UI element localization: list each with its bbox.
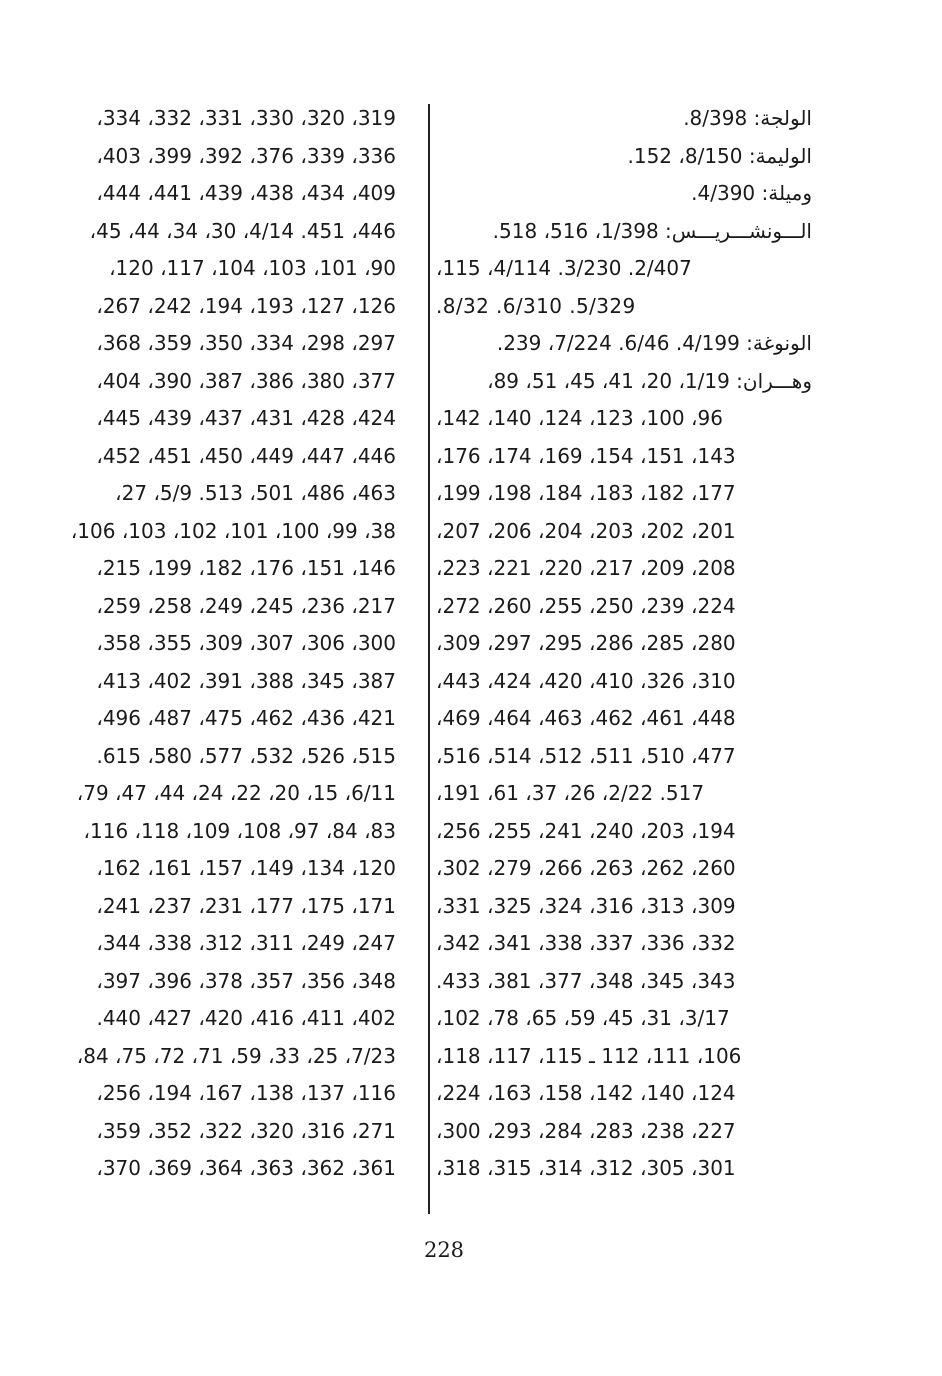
index-line: 517. 2/22، 26، 37، 61، 191، (436, 781, 705, 805)
index-line: وهـــران: 1/19، 20، 41، 45، 51، 89، (487, 368, 812, 393)
index-line: 177، 182، 183، 184، 198، 199، (436, 481, 736, 505)
index-line: 402، 411، 416، 420، 427، 440. (96, 1006, 396, 1030)
index-line: 171، 175، 177، 231، 237، 241، (96, 893, 396, 918)
index-line: 300، 306، 307، 309، 355، 358، (96, 631, 396, 655)
index-line: الـــونشـــريـــس: 1/398، 516، 518. (492, 218, 812, 243)
column-divider (428, 104, 430, 1214)
index-line: 297، 298، 334، 350، 359، 368، (96, 331, 396, 355)
right-column (436, 100, 812, 1188)
index-line: 319، 320، 330، 331، 332، 334، (96, 106, 396, 130)
index-line: 361، 362، 363، 364، 369، 370، (96, 1156, 396, 1180)
index-line: 446، 447، 449، 450، 451، 452، (96, 443, 396, 468)
index-line: 6/11، 15، 20، 22، 24، 44، 47، 79، (76, 781, 396, 805)
index-line: 5/329. 6/310. 8/32. (436, 293, 636, 318)
index-line: 208، 209، 217، 220، 221، 223، (436, 556, 736, 580)
index-line: 260، 262، 263، 266، 279، 302، (436, 856, 736, 880)
index-line: 96، 100، 123، 124، 140، 142، (436, 406, 723, 430)
index-line: 201، 202، 203، 204، 206، 207، (436, 518, 736, 543)
index-line: 377، 380، 386، 387، 390، 404، (96, 368, 396, 393)
index-line: 463، 486، 501، 513. 5/9، 27، (115, 481, 396, 505)
index-line: 38، 99، 100، 101، 102، 103، 106، (70, 518, 396, 543)
index-line: 143، 151، 154، 169، 174، 176، (436, 443, 736, 468)
index-line: 409، 434، 438، 439، 441، 444، (96, 181, 396, 205)
index-line: 247، 249، 311، 312، 338، 344، (96, 931, 396, 955)
index-line: 146، 151، 176، 182، 199، 215، (96, 556, 396, 580)
index-line: 343، 345، 348، 377، 381، 433. (436, 968, 736, 993)
index-line: 448، 461، 462، 463، 464، 469، (436, 706, 736, 730)
index-line: وميلة: 4/390. (691, 181, 812, 205)
index-line: 227، 238، 283، 284، 293، 300، (436, 1118, 736, 1143)
index-line: 446، 451. 4/14، 30، 34، 44، 45، (89, 218, 396, 243)
index-line: 120، 134، 149، 157، 161، 162، (96, 856, 396, 880)
index-line: 424، 428، 431، 437، 439، 445، (96, 406, 396, 430)
index-line: 477، 510، 511، 512، 514، 516، (436, 743, 736, 768)
index-line: الولجة: 8/398. (683, 106, 812, 130)
index-line: 90، 101، 103، 104، 117، 120، (109, 256, 396, 280)
index-line: 280، 285، 286، 295، 297، 309، (436, 631, 736, 655)
index-line: 348، 356، 357، 378، 396، 397، (96, 968, 396, 993)
index-line: 116، 137، 138، 167، 194، 256، (96, 1081, 396, 1105)
index-line: 124، 140، 142، 158، 163، 224، (436, 1081, 736, 1105)
index-line: الوليمة: 8/150، 152. (627, 143, 812, 168)
index-line: 515، 526، 532، 577، 580، 615. (96, 743, 396, 768)
page-number: 228 (423, 1238, 465, 1262)
index-line: 106، 111، 112 ـ 115، 117، 118، (436, 1043, 742, 1068)
index-line: الونوغة: 4/199. 6/46. 7/224، 239. (496, 331, 812, 355)
index-line: 194، 203، 240، 241، 255، 256، (436, 818, 736, 843)
index-line: 301، 305، 312، 314، 315، 318، (436, 1156, 736, 1180)
index-line: 309، 313، 316، 324، 325، 331، (436, 893, 736, 918)
index-line: 421، 436، 462، 475، 487، 496، (96, 706, 396, 730)
left-column (46, 100, 396, 1188)
index-line: 336، 339، 376، 392، 399، 403، (96, 143, 396, 168)
index-line: 3/17، 31، 45، 59، 65، 78، 102، (436, 1006, 730, 1030)
index-line: 310، 326، 410، 420، 424، 443، (436, 668, 736, 693)
index-line: 2/407. 3/230. 4/114، 115، (436, 256, 692, 280)
index-line: 224، 239، 250، 255، 260، 272، (436, 593, 736, 618)
index-line: 7/23، 25، 33، 59، 71، 72، 75، 84، (76, 1043, 396, 1068)
index-line: 217، 236، 245، 249، 258، 259، (96, 593, 396, 618)
index-line: 387، 345، 388، 391، 402، 413، (96, 668, 396, 693)
index-line: 271، 316، 320، 322، 352، 359، (96, 1118, 396, 1143)
index-line: 332، 336، 337، 338، 341، 342، (436, 931, 736, 955)
index-line: 126، 127، 193، 194، 242، 267، (96, 293, 396, 318)
index-line: 83، 84، 97، 108، 109، 118، 116، (83, 818, 396, 843)
